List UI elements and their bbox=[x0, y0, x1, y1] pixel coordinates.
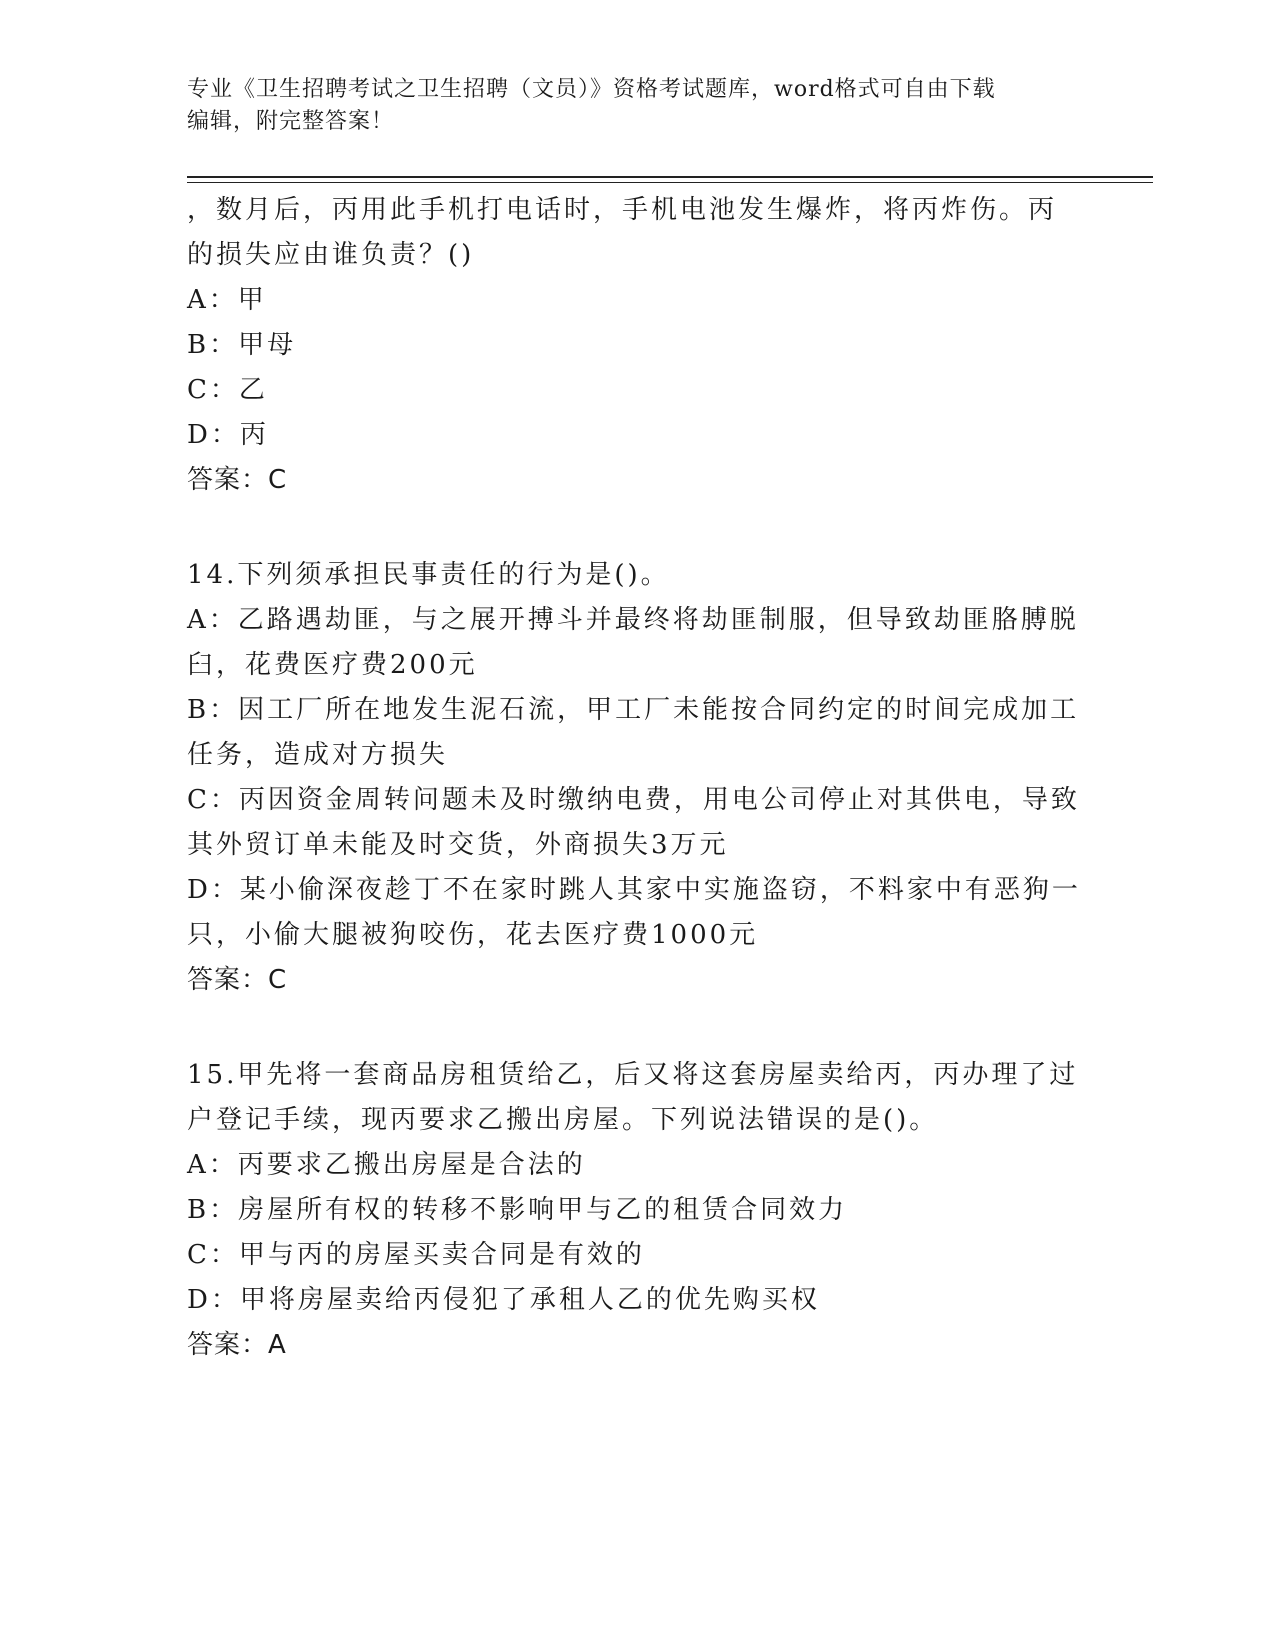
question-14-stem: 14.下列须承担民事责任的行为是()。 bbox=[187, 560, 670, 590]
question-14-option-d-line-2: 只，小偷大腿被狗咬伤，花去医疗费1000元 bbox=[187, 920, 759, 950]
question-13-answer: 答案：C bbox=[187, 465, 288, 495]
question-13-option-b: B：甲母 bbox=[187, 330, 297, 360]
question-13-stem-line-2: 的损失应由谁负责？() bbox=[187, 240, 475, 270]
question-14 bbox=[187, 553, 1081, 1003]
question-13-option-c: C：乙 bbox=[187, 375, 268, 405]
document-header bbox=[187, 74, 1067, 138]
question-14-answer: 答案：C bbox=[187, 965, 288, 995]
question-15-answer: 答案：A bbox=[187, 1330, 287, 1360]
question-15-option-b: B：房屋所有权的转移不影响甲与乙的租赁合同效力 bbox=[187, 1195, 848, 1225]
question-14-option-a-line-2: 臼，花费医疗费200元 bbox=[187, 650, 478, 680]
question-13 bbox=[187, 188, 1077, 503]
question-15 bbox=[187, 1053, 1077, 1368]
question-13-stem-line-1: ，数月后，丙用此手机打电话时，手机电池发生爆炸，将丙炸伤。丙 bbox=[187, 195, 1058, 225]
question-14-option-b-line-1: B：因工厂所在地发生泥石流，甲工厂未能按合同约定的时间完成加工 bbox=[187, 695, 1080, 725]
spacer bbox=[187, 503, 1077, 553]
question-14-option-d-line-1: D：某小偷深夜趁丁不在家时跳人其家中实施盗窃，不料家中有恶狗一 bbox=[187, 875, 1081, 905]
question-13-option-d: D：丙 bbox=[187, 420, 269, 450]
question-15-stem-line-2: 户登记手续，现丙要求乙搬出房屋。下列说法错误的是()。 bbox=[187, 1105, 939, 1135]
question-15-option-d: D：甲将房屋卖给丙侵犯了承租人乙的优先购买权 bbox=[187, 1285, 820, 1315]
question-14-option-c-line-2: 其外贸订单未能及时交货，外商损失3万元 bbox=[187, 830, 729, 860]
spacer bbox=[187, 1003, 1077, 1053]
question-15-option-a: A：丙要求乙搬出房屋是合法的 bbox=[187, 1150, 586, 1180]
question-14-option-c-line-1: C：丙因资金周转问题未及时缴纳电费，用电公司停止对其供电，导致 bbox=[187, 785, 1080, 815]
header-line-1: 专业《卫生招聘考试之卫生招聘（文员）》资格考试题库，word格式可自由下载 bbox=[187, 77, 996, 102]
question-15-stem-line-1: 15.甲先将一套商品房租赁给乙，后又将这套房屋卖给丙，丙办理了过 bbox=[187, 1060, 1079, 1090]
question-14-option-b-line-2: 任务，造成对方损失 bbox=[187, 740, 449, 770]
header-divider-thin bbox=[187, 182, 1153, 183]
question-content bbox=[187, 188, 1081, 1368]
header-line-2: 编辑，附完整答案！ bbox=[187, 109, 395, 134]
question-13-option-a: A：甲 bbox=[187, 285, 267, 315]
question-14-option-a-line-1: A：乙路遇劫匪，与之展开搏斗并最终将劫匪制服，但导致劫匪胳膊脱 bbox=[187, 605, 1079, 635]
header-divider-thick bbox=[187, 176, 1153, 178]
question-15-option-c: C：甲与丙的房屋买卖合同是有效的 bbox=[187, 1240, 645, 1270]
